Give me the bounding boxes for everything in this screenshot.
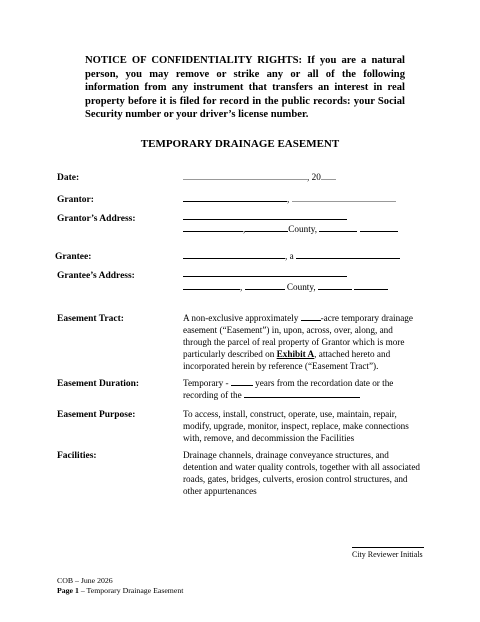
easement-purpose-text: To access, install, construct, operate, use, maintain, repair, modify, upgrade, monitor, inspect, replace, make connections with, remove, and decommission the Facilities	[183, 409, 409, 444]
date-label: Date:	[57, 173, 80, 183]
grantee-city-sep: ,	[240, 282, 243, 292]
grantor-zip-blank[interactable]	[360, 223, 398, 232]
easement-tract-label: Easement Tract:	[57, 314, 124, 324]
grantee-sep: , a	[285, 251, 294, 261]
confidentiality-notice: NOTICE OF CONFIDENTIALITY RIGHTS: If you are a natural person, you may remove or strike any or all of the following information from any instrument that transfers an interest in real property before it is filed for record in the public records: your Social Security number or your driver’s license number.	[85, 55, 405, 121]
acreage-blank[interactable]	[301, 312, 321, 321]
year-blank[interactable]	[321, 171, 336, 180]
footer-page	[57, 586, 183, 595]
grantor-city-sep: ,	[243, 224, 246, 234]
grantor-county-text: County,	[288, 224, 318, 234]
grantee-county-text: County,	[286, 282, 316, 292]
date-suffix: , 20	[307, 172, 321, 182]
exhibit-a-ref: Exhibit A	[276, 349, 315, 360]
grantee-address-line1[interactable]	[183, 268, 347, 280]
page-suffix: – Temporary Drainage Easement	[78, 586, 184, 595]
grantee-name-blank[interactable]	[183, 250, 285, 259]
easement-duration-text: Temporary - years from the recordation date or the recording of the	[183, 378, 394, 401]
grantee-county-blank[interactable]	[245, 281, 285, 290]
grantor-address-line1[interactable]	[183, 211, 347, 223]
grantor-address-line2[interactable]	[183, 223, 398, 235]
grantor-state-blank[interactable]	[319, 223, 357, 232]
grantor-county-blank[interactable]	[245, 223, 288, 232]
easement-duration-label: Easement Duration:	[57, 379, 140, 389]
date-blank[interactable]	[183, 171, 307, 180]
grantee-city-blank[interactable]	[183, 281, 243, 292]
page-number: Page 1	[57, 586, 79, 595]
date-field[interactable]	[183, 171, 336, 183]
grantee-field[interactable]	[183, 250, 400, 262]
grantee-address-label: Grantee’s Address:	[57, 271, 135, 281]
easement-purpose-label: Easement Purpose:	[57, 410, 136, 420]
years-blank[interactable]	[231, 377, 253, 386]
grantor-name-blank[interactable]	[183, 193, 290, 204]
reviewer-initials-label: City Reviewer Initials	[352, 550, 423, 559]
facilities-label: Facilities:	[57, 451, 97, 461]
grantee-zip-blank[interactable]	[354, 281, 388, 290]
grantor-label: Grantor:	[57, 195, 94, 205]
grantor-address-label: Grantor’s Address:	[57, 214, 136, 224]
facilities-text: Drainage channels, drainage conveyance structures, and detention and water quality controls, together with all associated roads, gates, bridges, culverts, erosion control structures, and other appurtenances	[183, 450, 421, 497]
grantee-type-blank[interactable]	[296, 250, 400, 259]
grantee-address-line2[interactable]	[183, 281, 388, 293]
grantor-field[interactable]	[183, 193, 396, 205]
grantor-sep: ,	[287, 194, 290, 204]
reviewer-initials-line[interactable]	[352, 547, 424, 548]
document-title: TEMPORARY DRAINAGE EASEMENT	[140, 138, 340, 150]
grantee-label: Grantee:	[55, 252, 92, 262]
footer-revision: COB – June 2026	[57, 576, 113, 585]
grantor-street-blank[interactable]	[183, 211, 347, 220]
easement-tract-text: A non-exclusive approximately -acre temporary drainage easement (“Easement”) in, upon, across, over, along, and through the parcel of real property of Grantor which is more particularly described on Exhibit A, attached hereto and incorporated herein by reference (“Easement Tract”).	[183, 313, 413, 372]
grantee-street-blank[interactable]	[183, 268, 347, 277]
grantor-city-blank[interactable]	[183, 223, 246, 234]
grantor-type-blank[interactable]	[292, 193, 396, 202]
grantee-state-blank[interactable]	[318, 281, 352, 290]
recording-blank[interactable]	[244, 389, 360, 398]
